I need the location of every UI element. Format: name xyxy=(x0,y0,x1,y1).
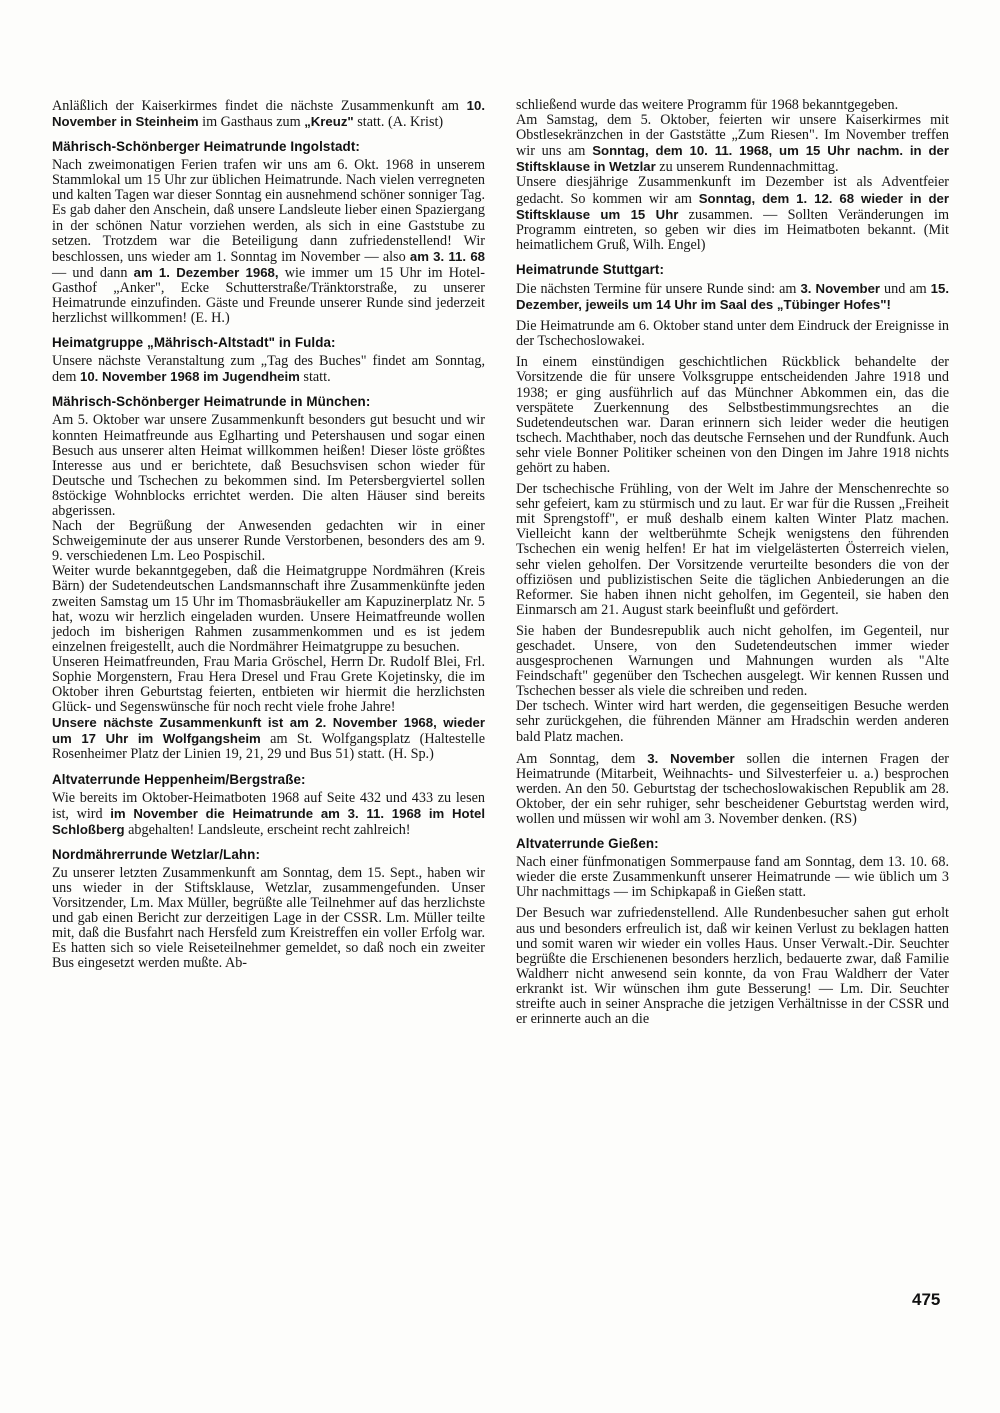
giessen-report-2: Der Besuch war zufriedenstellend. Alle Rundenbesucher sahen gut erholt aus und besonders erfreulich ist, daß wir keinen Verlust zu beklagen hatten und somit waren wir wieder ein volles Haus. Unser Verwalt.-Dir. Seuchter begrüßte die Erschienenen besonders herzlich, bedauerte zwar, daß Familie Waldherr nicht anwesend sein konnte, da von Frau Waldherr der Vater erkrankt ist. Wir wünschen ihm gute Besserung! — Lm. Dir. Seuchter streifte auch in seiner Ansprache die jetzigen Verhältnisse in der CSSR und er erinnerte auch an die xyxy=(516,905,949,1028)
wetzlar-report: Zu unserer letzten Zusammenkunft am Sonntag, dem 15. Sept., haben wir uns wieder in der Stiftsklause, Wetzlar, zusammengefunden. Unser Vorsitzender, Lm. Max Müller, begrüßte alle Teilnehmer auf das herzlichste und gab einen Bericht zur derzeitigen Lage in der CSSR. Lm. Müller teilte mit, daß die Busfahrt nach Hersfeld zum Kreistreffen ein voller Erfolg war. Es hatten sich so viele Reiseteilnehmer gemeldet, so daß noch ein zweiter Bus eingesetzt werden mußte. Ab- xyxy=(52,864,485,972)
stuttgart-report-1: Die Heimatrunde am 6. Oktober stand unter dem Eindruck der Ereignisse in der Tschechoslowakei. xyxy=(516,318,949,350)
stuttgart-report-5: Der tschech. Winter wird hart werden, die gegenseitigen Besuche werden sehr zurückgehen, die führenden Männer am Hradschin werden anderen bald Platz machen. xyxy=(516,698,949,745)
heading-heppenheim: Altvaterrunde Heppenheim/Bergstraße: xyxy=(52,771,306,787)
page-number: 475 xyxy=(912,1290,941,1309)
muenchen-report-3: Weiter wurde bekanntgegeben, daß die Heimatgruppe Nordmähren (Kreis Bärn) der Sudetendeutschen Landsmannschaft ihre Zusammenkünfte jeden zweiten Samstag um 15 Uhr im Thomasbräukeller am Kapuzinerplatz Nr. 5 hat, wozu wir herzlich eingeladen wurden. Unsere Heimatfreunde wollen jedoch im bisherigen Rahmen zusammenkommen und es ist jedem einzelnen freigestellt, auch die Nordmährer Heimatgruppe zu besuchen. xyxy=(52,563,485,655)
heppenheim-report: Wie bereits im Oktober-Heimatboten 1968 auf Seite 432 und 433 zu lesen ist, wird im November die Heimatrunde am 3. 11. 1968 im Hotel Schloßberg abgehalten! Landsleute, erscheint recht zahlreich! xyxy=(52,789,485,838)
heading-ingolstadt: Mährisch-Schönberger Heimatrunde Ingolstadt: xyxy=(52,139,360,155)
stuttgart-report-3: Der tschechische Frühling, von der Welt im Jahre der Menschenrechte so sehr gefeiert, kam zu stürmisch und zu laut. Er war für die Russen „Freiheit mit Sprengstoff", er muß deshalb einem kalten Winter Platz machen. Vielleicht kann der weltberühmte Schejk wenigstens den führenden Tschechen ein wenig helfen! Er hat im vielgelästerten Österreich vielen, sehr vielen geholfen. Der Vorsitzende verurteilte besonders die von der offiziösen und publizistischen Seite die täglichen Anbiederungen an die Reformer. Sie haben ihnen nicht geholfen, im Gegenteil, sie haben den Einmarsch am 21. August stark beeinflußt und gefördert. xyxy=(516,481,949,618)
wetzlar-report-continued: schließend wurde das weitere Programm für 1968 bekanntgegeben. xyxy=(516,97,899,113)
stuttgart-next-meeting: Am Sonntag, dem 3. November sollen die internen Fragen der Heimatrunde (Mitarbeit, Weihnachts- und Silvesterfeier u. a.) besprochen werden. An den 50. Geburtstag der tschechoslowakischen Republik am 28. Oktober, der ein sehr ruhiger, sehr bescheidener Geburtstag werden wird, wollen und müssen wir wohl am 3. November denken. (RS) xyxy=(516,750,949,828)
heading-wetzlar: Nordmährerrunde Wetzlar/Lahn: xyxy=(52,846,261,862)
wetzlar-adventfeier: Unsere diesjährige Zusammenkunft im Dezember ist als Adventfeier gedacht. So kommen wir am Sonntag, dem 1. 12. 68 wieder in der Stiftsklause um 15 Uhr zusammen. — Sollten Veränderungen im Programm eintreten, so geben wir dies im Heimatboten bekannt. (Mit heimatlichem Gruß, Wilh. Engel) xyxy=(516,174,949,253)
muenchen-next-meeting: Unsere nächste Zusammenkunft ist am 2. November 1968, wieder um 17 Uhr im Wolfgangsheim am St. Wolfgangsplatz (Haltestelle Rosenheimer Platz der Linien 19, 21, 29 und Bus 51) statt. (H. Sp.) xyxy=(52,715,486,763)
muenchen-report-4: Unseren Heimatfreunden, Frau Maria Gröschel, Herrn Dr. Rudolf Blei, Frl. Sophie Morgenstern, Frau Hera Dresel und Frau Grete Kojetinsky, die im Oktober ihren Geburtstag feierten, entbieten wir hiermit die herzlichsten Glück- und Segenswünsche für noch recht viele frohe Jahre! xyxy=(52,653,485,716)
right-column xyxy=(516,98,949,1033)
stuttgart-report-4: Sie haben der Bundesrepublik auch nicht geholfen, im Gegenteil, nur geschadet. Unsere, von den Sudetendeutschen immer wieder ausgesprochenen Warnungen und Mahnungen wurden als "Alte Feindschaft" gegenüber den Tschechen ausgelegt. Wir kennen Russen und Tschechen besser als viele die schreiben und reden. xyxy=(516,622,949,700)
kaiserkirmes-notice: Anläßlich der Kaiserkirmes findet die nächste Zusammenkunft am 10. November in Steinheim im Gasthaus zum „Kreuz" statt. (A. Krist) xyxy=(52,98,485,131)
stuttgart-dates: Die nächsten Termine für unsere Runde sind: am 3. November und am 15. Dezember, jeweils um 14 Uhr im Saal des „Tübinger Hofes"! xyxy=(516,280,949,313)
heading-giessen: Altvaterrunde Gießen: xyxy=(516,836,659,852)
heading-stuttgart: Heimatrunde Stuttgart: xyxy=(516,261,665,277)
muenchen-report-2: Nach der Begrüßung der Anwesenden gedachten wir in einer Schweigeminute der aus unserer Runde Verstorbenen, besonders des am 9. 9. verschiedenen Lm. Leo Pospischil. xyxy=(52,518,485,565)
stuttgart-report-2: In einem einstündigen geschichtlichen Rückblick behandelte der Vorsitzende die für unsere Volksgruppe entscheidenden Jahre 1918 und 1938; er ging ausführlich auf das Münchner Abkommen ein, das die verspätete Zuerkennung des Selbstbestimmungsrechtes an die Sudetendeutschen war. Daran erinnern sich leider weder die heutigen tschech. Machthaber, noch das deutsche Fernsehen und der Rundfunk. Auch sehr viele Bonner Politiker scheinen von den Dingen im Jahre 1918 nichts gehört zu haben. xyxy=(516,354,949,476)
giessen-report-1: Nach einer fünfmonatigen Sommerpause fand am Sonntag, dem 13. 10. 68. wieder die erste Zusammenkunft unserer Heimatrunde — wie üblich um 3 Uhr nachmittags — im Schipkapaß in Gießen statt. xyxy=(516,854,949,901)
fulda-report: Unsere nächste Veranstaltung zum „Tag des Buches" findet am Sonntag, dem 10. November 1968 im Jugendheim statt. xyxy=(52,353,485,386)
heading-fulda: Heimatgruppe „Mährisch-Altstadt" in Fulda: xyxy=(52,335,336,351)
ingolstadt-report: Nach zweimonatigen Ferien trafen wir uns am 6. Okt. 1968 in unserem Stammlokal um 15 Uhr zur üblichen Heimatrunde. Nach vielen verregneten und kalten Tagen war dieser Sonntag ein ausnehmend schöner sonniger Tag. Es gab daher den Anschein, daß unsere Landsleute lieber einen Spaziergang in der schönen Natur vorziehen werden, als sich in eine Gaststube zu setzen. Trotzdem war die Beteiligung dann zufriedenstellend! Wir beschlossen, uns wieder am 1. Sonntag im November — also am 3. 11. 68 — und dann am 1. Dezember 1968, wie immer um 15 Uhr im Hotel-Gasthof „Anker", Ecke Schutterstraße/Tränktorstraße, zu unserer Heimatrunde einzufinden. Gäste und Freunde unserer Runde sind jederzeit herzlichst willkommen! (E. H.) xyxy=(52,157,485,327)
muenchen-report-1: Am 5. Oktober war unsere Zusammenkunft besonders gut besucht und wir konnten Heimatfreunde aus Eglharting und Petershausen und sogar einen Besuch aus unserer alten Heimat willkommen heißen! Dieser löste größtes Interesse aus und er berichtete, daß Besuchsvisen schon wieder für Deutsche und Tschechen zu bekommen sind. Im Petersbergviertel sollen 8stöckige Wohnblocks errichtet werden. Die alten Häuser sind bereits abgerissen. xyxy=(52,412,485,519)
heading-muenchen: Mährisch-Schönberger Heimatrunde in München: xyxy=(52,394,371,410)
left-column xyxy=(52,98,485,978)
wetzlar-kaiserkirmes: Am Samstag, dem 5. Oktober, feierten wir unsere Kaiserkirmes mit Obstlesekränzchen in der Gaststätte „Zum Riesen". Im November treffen wir uns am Sonntag, dem 10. 11. 1968, um 15 Uhr nachm. in der Stiftsklause in Wetzlar zu unserem Rundennachmittag. xyxy=(516,112,949,176)
